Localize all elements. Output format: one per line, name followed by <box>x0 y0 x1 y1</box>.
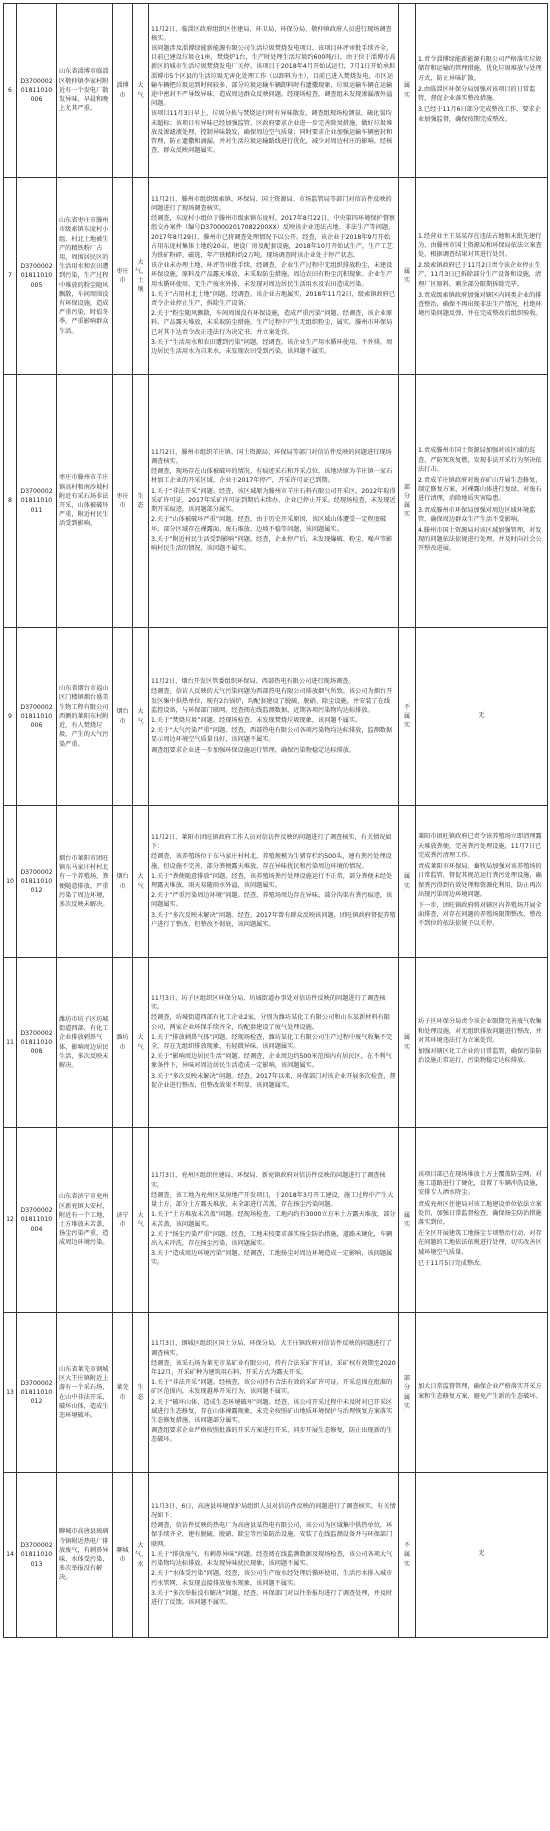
handling-measures-paragraph: 3.已经于11月6日部分完成整改工作，要求企业加强监督，确保按期完成整改。 <box>418 106 541 123</box>
handling-measures <box>416 178 548 375</box>
case-id: D370000201811010008 <box>17 958 57 1128</box>
row-number: 14 <box>4 1473 17 1638</box>
case-id: D370000201811010006 <box>17 4 57 178</box>
investigation-result-paragraph: 经调查，现场存在山体被破坏的情况，有痕迹采石和开采点位，该地块原为羊庄镇一家石材加工企业的开采区域，企业于2017年停产，开采许可证已到期。 <box>151 468 393 485</box>
city-name: 济宁市 <box>113 1128 133 1313</box>
pollution-type: 大气 <box>133 4 149 178</box>
investigation-result <box>149 958 399 1128</box>
investigation-result-paragraph: 3.关于“造成周边环境污染”问题。经调查，工地扬尘对周边环境造成一定影响，该问题属实。 <box>151 1250 393 1267</box>
table-row <box>4 628 548 806</box>
complaint-description: 山东省淄博市临淄区敬仲镇李家村附近有一个发电厂散发异味，早晨和晚上尤其严重。 <box>57 4 113 178</box>
pollution-type: 生态 <box>133 375 149 628</box>
complaint-description: 烟台市莱阳市团旺镇东马家庄村村北有一个养殖场，粪便随意排放，严重污染了周边环境，多次反映未解决。 <box>57 806 113 958</box>
city-name: 莱芜市 <box>113 1313 133 1473</box>
complaint-description: 潍坊市坊子区坊城街道西部，有化工企业排放刺鼻气体，影响周边居民生活，多次反映未解决。 <box>57 958 113 1128</box>
row-number: 10 <box>4 806 17 958</box>
table-row <box>4 958 548 1128</box>
truth-status: 部分属实 <box>399 1313 416 1473</box>
city-name: 枣庄市 <box>113 375 133 628</box>
investigation-result-paragraph: 3.关于“附近村民生活受到影响”问题。经查，企业停产后，未发现爆破、粉尘、噪声等影响村民生活的情况，该问题不属实。 <box>151 535 393 552</box>
pollution-type: 大气 <box>133 628 149 806</box>
table-row <box>4 1128 548 1313</box>
truth-status: 不属实 <box>399 1473 416 1638</box>
investigation-result-paragraph: 经调查，该养殖场位于东马家庄村村北，养殖规模为生猪存栏约500头，建有粪污处理设施，但设施不完善，部分粪便露天堆放，存在异味扰民和污染周边环境的情况。 <box>151 853 392 870</box>
investigation-result-paragraph: 1.关于“排放刺鼻气体”问题。经现场检查，潍坊某化工有限公司生产过程中废气收集不完全，存在无组织排放现象，有轻微异味，该问题属实。 <box>151 1033 393 1050</box>
handling-measures <box>416 628 548 806</box>
row-number: 13 <box>4 1313 17 1473</box>
investigation-result <box>149 806 399 958</box>
investigation-result-paragraph: 11月2日，滕州市组织级索镇、环保局、国土资源局、市场监管局等部门对信访件反映的问题进行了现场调查核实。 <box>151 195 392 212</box>
table-row <box>4 1473 548 1638</box>
investigation-result-paragraph: 2.关于“扬尘污染严重”问题。经查，工地未按要求落实扬尘防治措施，道路未硬化，车辆出入未冲洗，存在扬尘污染，该问题属实。 <box>151 1230 393 1247</box>
investigation-result-paragraph: 调查组要求企业严格按照批准的开采方案进行开采，同步开展生态修复，防止出现新的生态破坏。 <box>151 1427 393 1444</box>
handling-measures-paragraph: 在全区开展建筑工地扬尘专项整治行动，对存在问题的工地依法依规进行处理，切实改善区域环境空气质量。 <box>418 1230 542 1256</box>
investigation-result-paragraph: 3.关于“多次举报没有解决”问题。经查，环保部门对以往举报均进行了调查处理，并及时进行了反馈，该问题不属实。 <box>151 1589 393 1606</box>
table-row <box>4 375 548 628</box>
handling-measures-paragraph: 2.责成羊庄镇政府对废弃矿山开展生态修复，制定修复方案，对裸露山体进行复绿，对废石进行清理，消除地质灾害隐患。 <box>418 476 542 503</box>
investigation-result-paragraph: 1.关于“非法开采”问题。经核查，该公司持有合法有效的采矿许可证，开采范围在批准的矿区范围内，未发现越界开采行为，该问题不属实。 <box>151 1379 393 1396</box>
handling-measures-paragraph: 无 <box>478 1550 485 1558</box>
investigation-result-paragraph: 经调查，该工地为兖州区某房地产开发项目，于2018年3月开工建设，施工过程中产生大量土方，部分土方露天堆放，未全部进行苫盖，存在扬尘污染问题。 <box>151 1191 394 1209</box>
truth-status: 属实 <box>399 4 416 178</box>
handling-measures-paragraph: 加强对辖区化工企业的日常监管，确保污染防治设施正常运行，污染物稳定达标排放。 <box>418 1048 542 1065</box>
table-row <box>4 4 548 178</box>
city-name: 淄博市 <box>113 4 133 178</box>
complaint-description: 山东省莱芜市钢城区大王庄镇附近上游有一个采石场，在山中非法开采，破坏山体，造成生态环境破坏。 <box>57 1313 113 1473</box>
investigation-result-paragraph: 11月2日，莱阳市团旺镇政府工作人员对信访件反映的问题进行了调查核实，有关情况如下： <box>151 833 392 851</box>
case-id: D370000201811010005 <box>17 178 57 375</box>
investigation-result-paragraph: 该企业未办理土地、环评等审批手续。经调查，企业生产过程中无组织排放粉尘，未建设环保设施，原料及产品露天堆放，未采取防尘措施，周边农田有粉尘沉积现象。企业生产用水循环使用，无生产废水外排，未发现对周边居民生活用水及农田造成污染。 <box>151 262 393 288</box>
row-number: 11 <box>4 958 17 1128</box>
investigation-result <box>149 628 399 806</box>
case-id: D370000201811010012 <box>17 1313 57 1473</box>
handling-measures <box>416 1313 548 1473</box>
investigation-result-paragraph: 2.关于“破坏山体，造成生态环境破坏”问题。经查，该公司开采过程中未及时对已开采区域进行生态修复，存在山体裸露现象，未完全按照矿山地质环境保护与治理恢复方案落实生态修复措施，该问题部分属实。 <box>151 1398 393 1424</box>
investigation-result-paragraph: 经调查，信访件反映的热电厂为高唐县某热电有限公司，该公司为区域集中供热单位，环保手续齐全，建有脱硫、脱硝、除尘等污染防治设施，安装了在线监测设备并与环保部门联网。 <box>151 1522 393 1548</box>
investigation-result-paragraph: 1.关于“焚烧垃圾”问题。经现场检查，未发现焚烧垃圾现象，该问题不属实。 <box>151 717 362 724</box>
table-row <box>4 1313 548 1473</box>
handling-measures <box>416 1473 548 1638</box>
row-number: 9 <box>4 628 17 806</box>
complaint-table <box>3 3 548 1638</box>
city-name: 烟台市 <box>113 628 133 806</box>
handling-measures-paragraph: 1.责令淄博绿能新能源有限公司严格落实垃圾储存和运输的管理措施，优化垃圾堆放与处理方式，防止异味扩散。 <box>418 56 542 82</box>
handling-measures-paragraph: 1.经营业主王某某存在违法占地和未批先建行为，由滕州市国土资源局和环保局依法立案查处，根据调查结果对其进行处罚。 <box>418 232 542 258</box>
handling-measures-paragraph: 下一步，团旺镇政府将对辖区内养殖场开展全面排查，对存在问题的养殖场限期整改，整改不到位的依法依规予以关停。 <box>418 901 542 928</box>
investigation-result-paragraph: 经调查，信访人反映的大气污染问题为西部热电有限公司排放烟气所致。该公司为烟台开发区集中供热单位，现有2台锅炉，均配套建设了脱硫、脱硝、除尘设施，并安装了在线监控设备，与环保部门联网。经查阅在线监测数据，近期各项污染物均达标排放。 <box>151 688 393 714</box>
row-number: 12 <box>4 1128 17 1313</box>
handling-measures <box>416 1128 548 1313</box>
handling-measures-paragraph: 责成莱阳市环保局、畜牧局加强对该养殖场的日常监管，督促其规范运行粪污处理设施，确保粪污得到有效处理和资源化利用，防止再次出现污染周边环境问题。 <box>418 863 542 898</box>
investigation-result <box>149 178 399 375</box>
investigation-result-paragraph: 11月2日，滕州市组织羊庄镇、国土资源局、环保局等部门对信访件反映的问题进行现场调查核实。 <box>151 448 392 466</box>
investigation-result-paragraph: 经调查，东庞村小组位于滕州市级索镇东庞村。2017年8月22日，中央第四环境保护督察组交办案件（编号D3700002017082200XX）反映该企业违法占地、非法生产等问题，2017年8月29日，滕州市已将调查处理情况予以公开。经查，该企业于2018年9月开始占用东庞村集体土地约20亩，建设厂房及配套设施，2018年10月开始试生产，生产工艺为铁矿粉碎、磁选，年产铁精粉约2万吨。现场调查时该企业处于停产状态。 <box>151 215 396 259</box>
handling-measures-paragraph: 2.级索镇政府已于11月2日责令该企业停止生产，11月3日已拆除部分生产设备和设施，清理厂区原料，剩余部分限期拆除完毕。 <box>418 262 542 288</box>
truth-status: 属实 <box>399 178 416 375</box>
investigation-result-paragraph: 1.关于“粪便随意排放”问题。经查，该养殖场粪污处理设施运行不正常，部分粪便未经处理露天堆放，雨天易随雨水外溢，该问题属实。 <box>151 872 393 889</box>
handling-measures-paragraph: 该项目部已在现场堆放土方上覆盖防尘网，对施工道路进行了硬化，设置了车辆冲洗设施，安排专人洒水降尘。 <box>418 1170 542 1197</box>
handling-measures-paragraph: 坊子区环保分局责令该企业限期完善废气收集和处理设施，对无组织排放问题进行整改，并对其环境违法行为立案处罚。 <box>418 1018 542 1044</box>
investigation-result-paragraph: 2.关于“影响周边居民生活”问题。经调查，企业周边约500米范围内有居民区，在不利气象条件下，异味对周边居民生活造成一定影响，该问题属实。 <box>151 1053 392 1070</box>
investigation-result-paragraph: 1.关于“排放废气，有刺鼻异味”问题。经查阅在线监测数据及现场检查，该公司各项大气污染物均达标排放，未发现异味扰民现象，该问题不属实。 <box>151 1550 393 1568</box>
case-id: D370000201811010006 <box>17 628 57 806</box>
handling-measures-paragraph: 已于11月5日完成整改。 <box>418 1259 486 1267</box>
truth-status: 不属实 <box>399 628 416 806</box>
row-number: 8 <box>4 375 17 628</box>
table-row <box>4 178 548 375</box>
handling-measures-paragraph: 莱阳市团旺镇政府已责令该养殖场立即清理露天堆放粪便，完善粪污处理设施，11月7日已完成粪污清理工作。 <box>418 833 542 859</box>
case-id: D370000201811010004 <box>17 1128 57 1313</box>
investigation-result-paragraph: 11月3日，兖州区组织住建局、环保局、新兖镇政府对信访件反映的问题进行了调查核实。 <box>151 1172 386 1189</box>
pollution-type: 大气 <box>133 958 149 1128</box>
investigation-result-paragraph: 11月3日，坊子区组织区环保分局、坊城街道办事处对信访件反映的问题进行了调查核实。 <box>151 994 386 1012</box>
truth-status: 属实 <box>399 806 416 958</box>
investigation-result <box>149 1128 399 1313</box>
handling-measures-paragraph: 2.由临淄区环保分局加强对该项目的日常监管，督促企业落实整改措施。 <box>418 85 536 103</box>
pollution-type: 大气、水 <box>133 1473 149 1638</box>
investigation-result-paragraph: 11月2日，临淄区政府组织区住建局、环卫局、环保分局、敬仲镇政府人员进行现场调查核实。 <box>151 25 392 42</box>
complaint-description: 枣庄市滕州市羊庄镇高村和南沙坡村附近有采石场非法开采，山体被破坏严重，附近村民生活受到影响。 <box>57 375 113 628</box>
case-id: D370000201811010011 <box>17 375 57 628</box>
investigation-result-paragraph: 2.关于“严重污染周边环境”问题。经查，养殖场周边存在异味，部分沟渠有粪污痕迹，该问题属实。 <box>151 892 393 909</box>
investigation-result-paragraph: 该问题涉及淄博绿能新能源有限公司生活垃圾焚烧发电项目，该项目环评审批手续齐全，目前已建设垃圾仓1座，焚烧炉1台，生产时处理生活垃圾约600吨/日。由于位于淄博市高新区的城市生活垃圾焚烧发电厂关停，该项目于2018年4月开始试运行，7月1日开始承担淄博市5个区县的生活垃圾无害化处理工作（以卸料为主），目前已进入焚烧发电，市区运输车辆把垃圾运到时间较多，部分垃圾运输车辆卸料时有遗撒现象，垃圾运输车辆在运输途中密封不严导致异味，造成周边群众反映问题。经现场检查，调查组未发现渗漏液外溢问题。 <box>151 44 396 108</box>
case-id: D370000201811010013 <box>17 1473 57 1638</box>
handling-measures-paragraph: 加大日常监督管理，确保企业严格落实开采方案和生态修复方案，避免产生新的生态破坏。 <box>418 1383 542 1400</box>
investigation-result-paragraph: 11月3日、6日，高唐县环境保护局组织人员对信访件反映的问题进行了调查核实，有关情况如下： <box>151 1502 396 1520</box>
table-row <box>4 806 548 958</box>
investigation-result-paragraph: 1.关于“占用村北土地”问题。经调查，该企业占地属实，2018年11月2日，级索镇政府已责令企业停止生产，拆除生产设备。 <box>151 290 396 307</box>
investigation-result-paragraph: 1.关于“土方堆放未苫盖”问题。经现场检查，工地内约有3000立方米土方露天堆放，部分未苫盖，该问题属实。 <box>151 1211 396 1228</box>
handling-measures <box>416 806 548 958</box>
city-name: 聊城市 <box>113 1473 133 1638</box>
truth-status: 部分属实 <box>399 375 416 628</box>
row-number: 7 <box>4 178 17 375</box>
complaint-description: 山东省烟台市福山区门楼镇烟台盛美生物工程有限公司西侧的莱阳东村附近，有人焚烧垃圾，产生的大气污染严重。 <box>57 628 113 806</box>
investigation-result <box>149 375 399 628</box>
investigation-result-paragraph: 3.关于“多次反映未解决”问题。经查，2017年曾有群众反映该问题，团旺镇政府督促养殖户进行了整改，但整改不彻底，该问题属实。 <box>151 911 396 928</box>
investigation-result-paragraph: 11月3日，钢城区组织区国土分局、环保分局、大王庄镇政府对信访件反映的问题进行了调查核实。 <box>151 1340 392 1357</box>
investigation-result-paragraph: 3.关于“生活用水和农田遭到污染”问题。经调查，该企业生产用水循环使用，不外排，周边居民生活用水为自来水，未发现农田受到污染，该问题不属实。 <box>151 338 393 356</box>
truth-status: 属实 <box>399 958 416 1128</box>
investigation-result-paragraph: 经调查，坊城街道西部有化工企业2家，分别为潍坊某化工有限公司和山东某新材料有限公司，两家企业环保手续齐全，均配套建设了废气处理设施。 <box>151 1014 391 1031</box>
investigation-result-paragraph: 2.关于“水体受污染”问题。经查，该公司生产废水经处理后循环使用，生活污水排入城市污水管网，未发现直接排放废水现象，该问题不属实。 <box>151 1570 393 1587</box>
handling-measures-paragraph: 1.责成滕州市国土资源局加强对该区域的巡查，严防死灰复燃，发现非法开采行为坚决依法打击。 <box>418 447 542 473</box>
investigation-result-paragraph: 经调查，该采石场为莱芜市某矿业有限公司，持有合法采矿许可证，采矿权有效期至2020年12月，开采矿种为建筑用石料，开采方式为露天开采。 <box>151 1359 396 1376</box>
handling-measures-paragraph: 3.责成级索镇政府加强对辖区内同类企业的排查整治，确保不再出现非法生产情况，杜绝环境污染问题反弹，并在完成整改后组织验收。 <box>418 291 542 318</box>
handling-measures-paragraph: 责成兖州区住建局对该工地建设单位依法立案处罚，加强日常监督检查，确保扬尘防治措施落实到位。 <box>418 1200 542 1226</box>
handling-measures-paragraph: 无 <box>478 711 485 719</box>
city-name: 潍坊市 <box>113 958 133 1128</box>
city-name: 烟台市 <box>113 806 133 958</box>
investigation-result-paragraph: 2.关于“山体被破坏严重”问题。经查，由于历史开采原因，该区域山体遭受一定程度破坏，部分区域存在裸露面、废石堆放、边坡不稳等问题，该问题属实。 <box>151 516 387 533</box>
complaint-description: 山东省济宁市兖州区新兖镇大安村，附近有一个工地，土方堆放未苫盖，扬尘污染严重，造成周边环境污染。 <box>57 1128 113 1313</box>
investigation-result <box>149 4 399 178</box>
investigation-result-paragraph: 该项目11月3日早上、垃圾分拣与焚烧运行时有异味散发，调查组现场检测氨、硫化氢均未超标；该项目有异味已经加强监管，区政府要求企业进一步完善除臭措施，做好垃圾堆放及渗滤液处理，控制异味散发，确保周边空气质量；同时要求企业加强运输车辆密封和管理，防止遗撒和滴漏，并对生活垃圾运输路线进行优化，减少对周边村庄的影响。经核查，群众反映问题属实。 <box>151 110 393 155</box>
investigation-result-paragraph: 调查组要求企业进一步加强环保设施运行管理，确保污染物稳定达标排放。 <box>151 746 356 754</box>
investigation-result <box>149 1313 399 1473</box>
complaint-description: 聊城市高唐县琉璃寺镇附近热电厂排放废气，有刺鼻异味，水体受污染，多次举报没有解决。 <box>57 1473 113 1638</box>
complaint-description: 山东省枣庄市滕州市级索镇东庞村小组、村北土地被生产的精铁粉厂占用，周围居民区的生活用水和农田遭到污染，生产过程中堆放的粉尘随风飘散，车间周围没有环保设施，造成严重污染，时值冬季，严重影响群众生活。 <box>57 178 113 375</box>
handling-measures-paragraph: 3.责成滕州市环保局加强对周边区域环境监管，确保周边群众生产生活不受影响。 <box>418 506 536 523</box>
handling-measures-paragraph: 4.滕州市国土资源局对该区域加强管理，对发现的问题依法依规进行处理，并及时向社会公开整改进展。 <box>418 527 542 553</box>
pollution-type: 大气、土壤 <box>133 178 149 375</box>
pollution-type: 生态 <box>133 1313 149 1473</box>
investigation-result-paragraph: 3.关于“多次反映未解决”问题。经查，2017年以来，环保部门对该企业开展多次检查，督促企业进行整改，但整改效果不明显，该问题属实。 <box>151 1072 396 1089</box>
row-number: 6 <box>4 4 17 178</box>
investigation-result <box>149 1473 399 1638</box>
truth-status: 属实 <box>399 1128 416 1313</box>
investigation-result-paragraph: 2.关于“粉尘随风飘散，车间周围没有环保设施，造成严重污染”问题。经调查，该企业原料、产品露天堆放，未采取防尘措施，生产过程中产生无组织粉尘，属实。滕州市环保局已对其下达责令改正违法行为决定书，并立案处罚。 <box>151 310 393 336</box>
pollution-type: 大气 <box>133 806 149 958</box>
handling-measures <box>416 4 548 178</box>
investigation-result-paragraph: 2.关于“大气污染严重”问题。经查，西部热电有限公司各项污染物均达标排放，监测数据显示周边环境空气质量良好，该问题不属实。 <box>151 727 393 744</box>
investigation-result-paragraph: 11月2日，烟台开发区管委组织环保局、西部热电有限公司进行现场调查。 <box>151 678 355 686</box>
case-id: D370000201811010012 <box>17 806 57 958</box>
handling-measures <box>416 958 548 1128</box>
city-name: 枣庄市 <box>113 178 133 375</box>
pollution-type: 大气 <box>133 1128 149 1313</box>
investigation-result-paragraph: 1.关于“非法开采”问题。经查，该区域原为滕州市羊庄石料有限公司开采区，2012年取得采矿许可证，2017年采矿许可证到期后未续办，企业已停止开采。经现场检查，未发现近期开采痕迹，该问题部分属实。 <box>151 487 396 514</box>
table-body <box>4 4 548 1638</box>
handling-measures <box>416 375 548 628</box>
